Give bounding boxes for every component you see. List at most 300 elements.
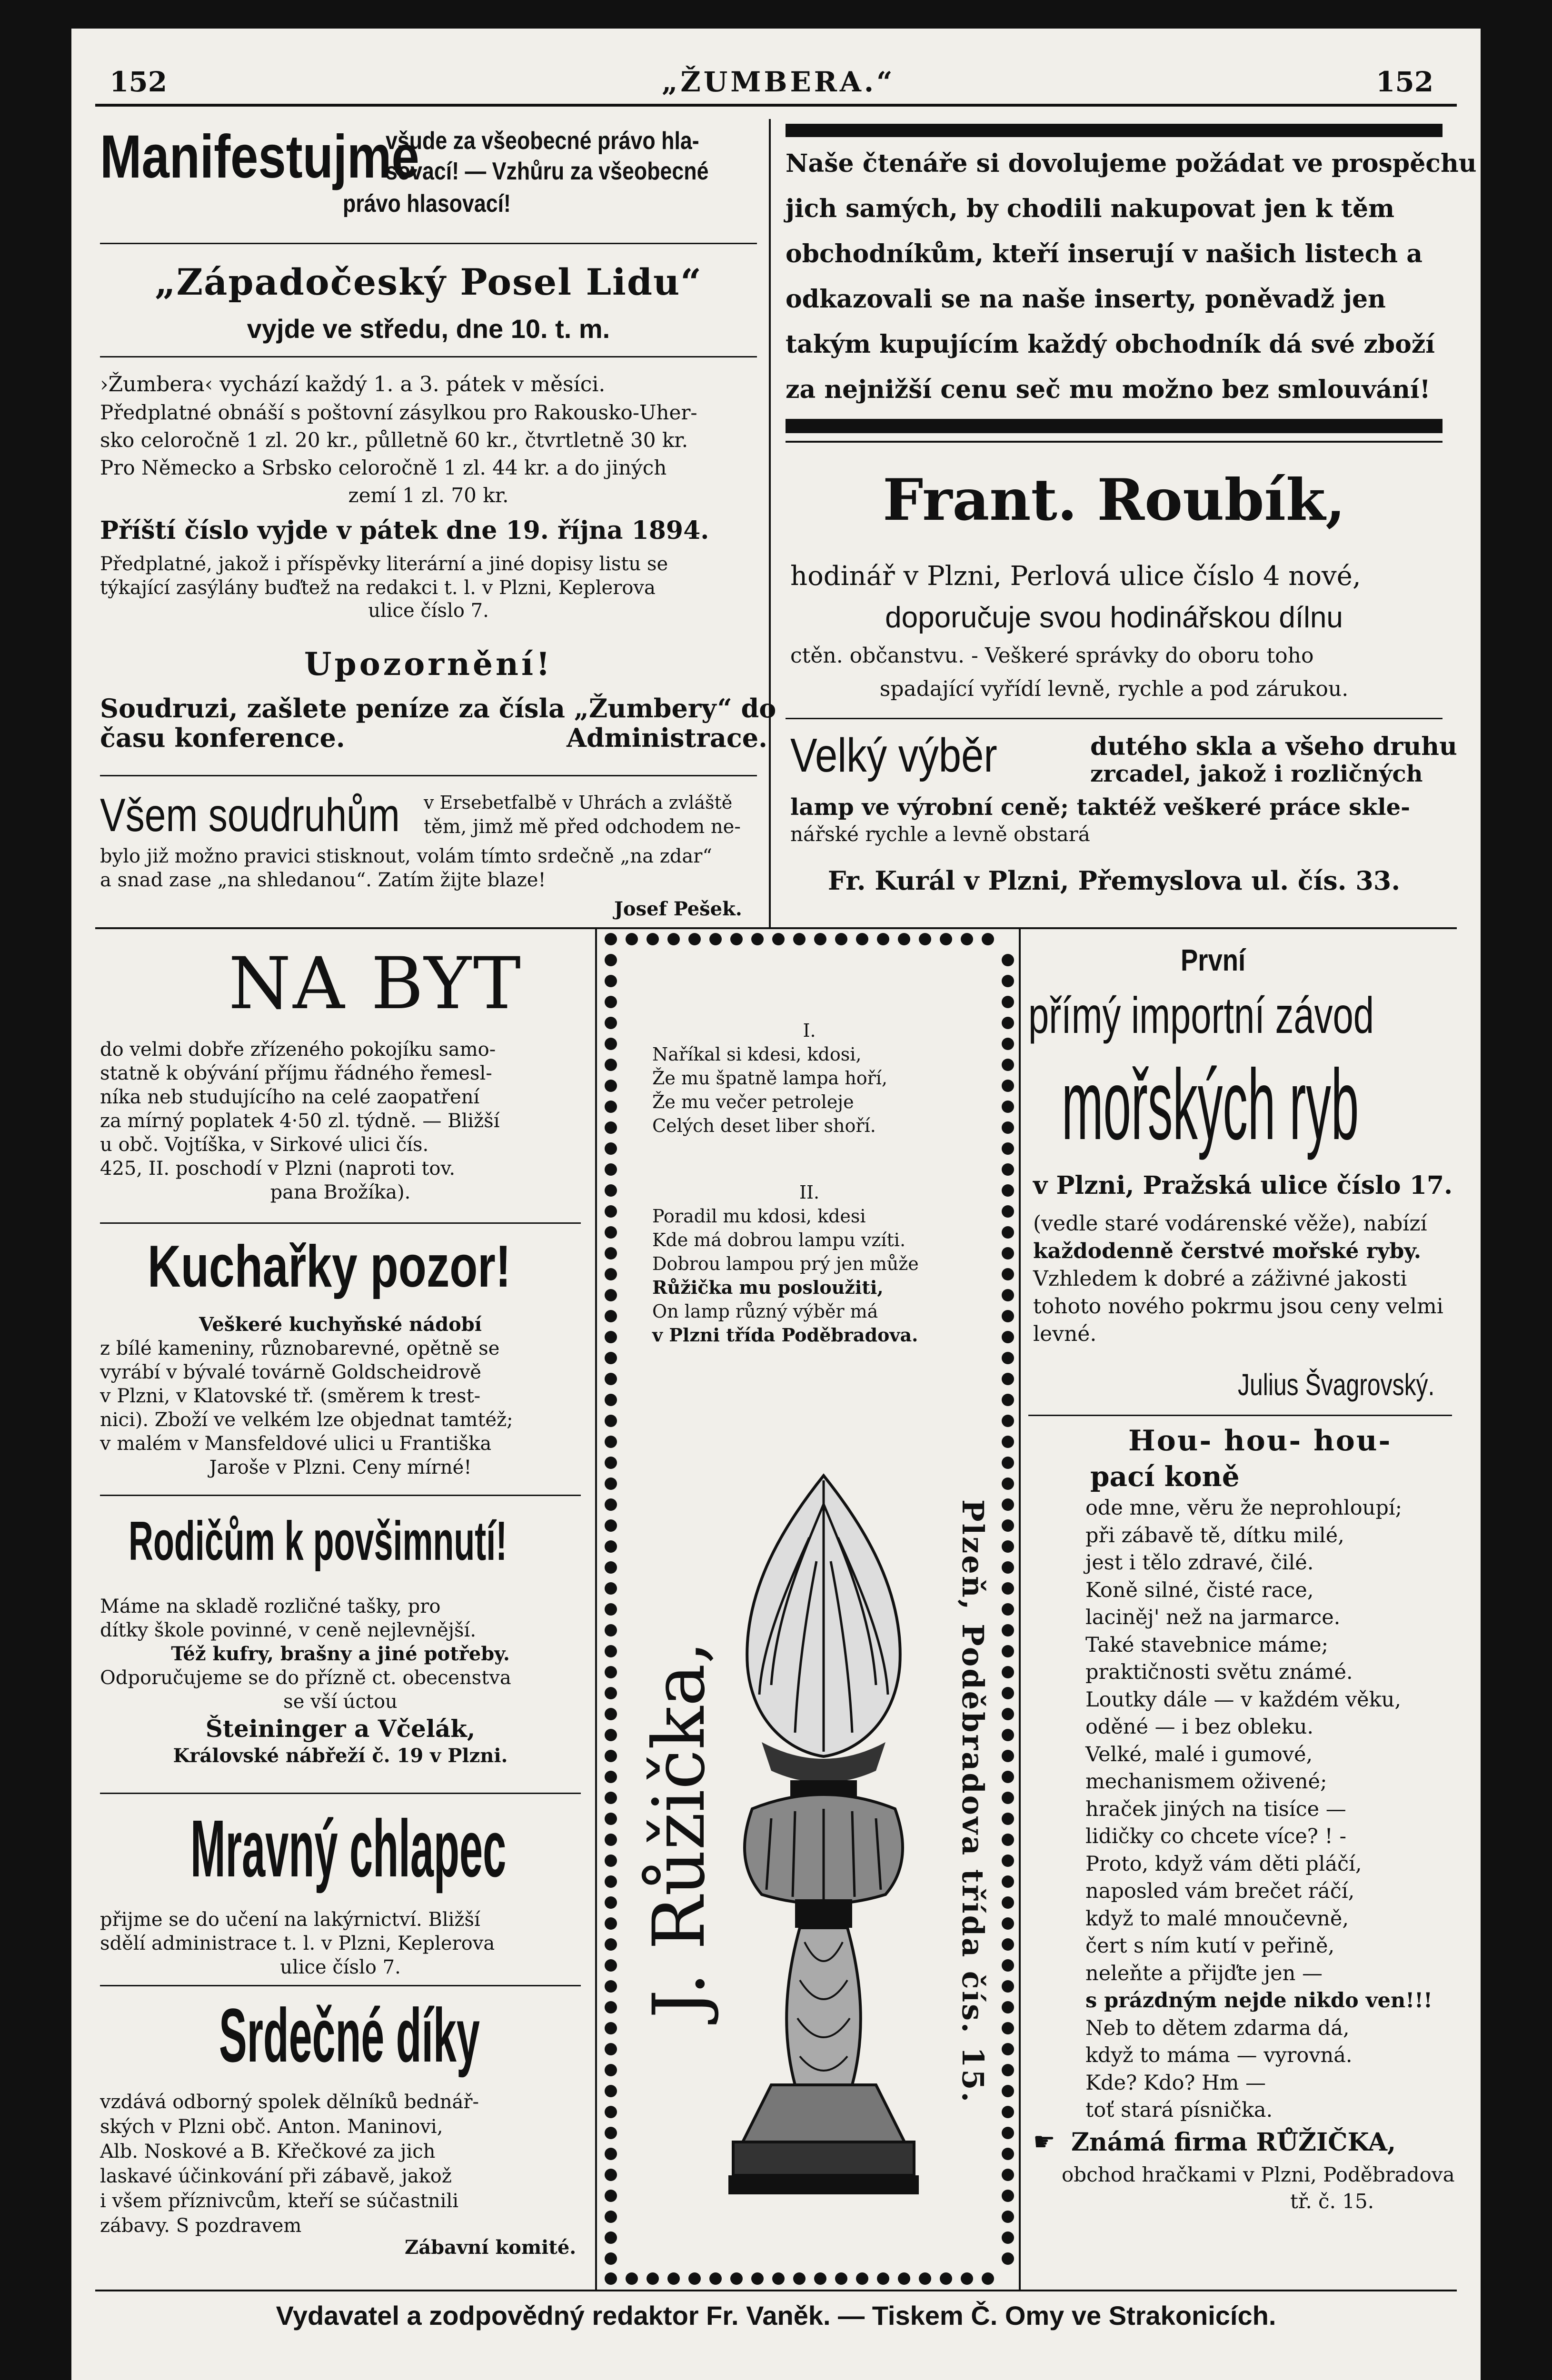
houpaci-line: laciněj' než na jarmarce. xyxy=(1085,1606,1341,1629)
border-dot xyxy=(709,2272,722,2285)
border-dot xyxy=(1002,1854,1014,1867)
rodicum-title: Rodičům k povšimnutí! xyxy=(129,1510,507,1572)
border-dot xyxy=(605,2148,617,2160)
border-dot xyxy=(626,2272,638,2285)
border-dot xyxy=(605,2064,617,2076)
border-dot xyxy=(1002,1080,1014,1092)
verse-line: Že mu špatně lampa hoří, xyxy=(652,1068,887,1089)
upozorneni-title: Upozornění! xyxy=(304,645,553,683)
border-dot xyxy=(605,1896,617,1909)
border-dot xyxy=(772,933,785,945)
houpaci-line: naposled vám brečet ráčí, xyxy=(1085,1879,1355,1903)
verse-line: Celých deset liber shoří. xyxy=(652,1115,876,1136)
border-dot xyxy=(1002,1834,1014,1846)
lamp-vertical-name: J. Růžička, xyxy=(638,1641,721,2018)
rodicum-body xyxy=(100,1595,581,1768)
border-dot xyxy=(605,2085,617,2097)
border-dot xyxy=(1002,1875,1014,1888)
ryby-body xyxy=(1033,1210,1452,1348)
border-dot xyxy=(1002,1917,1014,1930)
kucharky-line: v Plzni, v Klatovské tř. (směrem k trest- xyxy=(100,1385,481,1407)
border-dot xyxy=(1002,1666,1014,1678)
notice-line: za nejnižší cenu seč mu možno bez smlouvání! xyxy=(786,375,1431,404)
roubik-line-4: spadající vyřídí levně, rychle a pod zárukou. xyxy=(879,677,1349,701)
border-dot xyxy=(605,1498,617,1511)
houpaci-line: když to malé mnoučevně, xyxy=(1085,1906,1349,1931)
soudruhum-sign: Josef Pešek. xyxy=(614,898,742,920)
border-dot xyxy=(1002,954,1014,966)
border-dot xyxy=(1002,1561,1014,1574)
border-dot xyxy=(835,2272,847,2285)
notice-line: takým kupujícím každý obchodník dá své zboží xyxy=(786,330,1435,359)
houpaci-line: oděné — i bez obleku. xyxy=(1085,1715,1314,1739)
page-number-right: 152 xyxy=(1376,66,1434,98)
nabyt-line: statně k obývání příjmu řádného řemesl- xyxy=(100,1062,492,1084)
border-dot xyxy=(605,1666,617,1678)
border-dot xyxy=(1002,1498,1014,1511)
roubik-title: Frant. Roubík, xyxy=(883,466,1345,534)
running-title: „ŽUMBERA.“ xyxy=(662,66,895,98)
houpaci-line: s prázdným nejde nikdo ven!!! xyxy=(1085,1989,1433,2013)
border-dot xyxy=(1002,2064,1014,2076)
houpaci-firm-2: obchod hračkami v Plzni, Poděbradova xyxy=(1062,2163,1455,2186)
border-dot xyxy=(647,2272,659,2285)
houpaci-line: čert s ním kutí v peřině, xyxy=(1085,1934,1335,1958)
houpaci-line: Loutky dále — v každém věku, xyxy=(1085,1687,1402,1712)
border-dot xyxy=(1002,1184,1014,1197)
rule xyxy=(100,1793,581,1794)
border-dot xyxy=(877,2272,889,2285)
manifest-headline: Manifestujme xyxy=(100,123,419,191)
notice-line: jich samých, by chodili nakupovat jen k těm xyxy=(786,194,1395,223)
border-dot xyxy=(1002,1268,1014,1280)
ryby-line-2: v Plzni, Pražská ulice číslo 17. xyxy=(1033,1171,1453,1200)
border-dot xyxy=(1002,2043,1014,2055)
border-dot xyxy=(1002,1394,1014,1406)
roubik-line-2: doporučuje svou hodinářskou dílnu xyxy=(885,601,1343,634)
border-dot xyxy=(856,933,868,945)
border-dot xyxy=(898,2272,910,2285)
border-dot xyxy=(605,1708,617,1720)
oil-lamp-illustration xyxy=(714,1466,933,2209)
border-dot xyxy=(605,1184,617,1197)
rodicum-line: Též kufry, brašny a jiné potřeby. xyxy=(171,1643,510,1665)
border-dot xyxy=(605,1101,617,1113)
diky-line: ských v Plzni obč. Anton. Maninovi, xyxy=(100,2116,443,2138)
border-dot xyxy=(1002,1059,1014,1071)
rodicum-line: se vší úctou xyxy=(283,1691,398,1713)
border-dot xyxy=(961,2272,973,2285)
kucharky-title: Kuchařky pozor! xyxy=(148,1234,511,1299)
houpaci-line: když to máma — vyrovná. xyxy=(1085,2043,1353,2067)
border-dot xyxy=(1002,1247,1014,1259)
border-dot xyxy=(898,933,910,945)
info-line-3: sko celoročně 1 zl. 20 kr., půlletně 60 kr., čtvrtletně 30 kr. xyxy=(100,428,688,452)
border-dot xyxy=(667,933,680,945)
houpaci-line: Koně silné, čisté race, xyxy=(1085,1578,1314,1602)
border-dot xyxy=(647,933,659,945)
kucharky-line: Jaroše v Plzni. Ceny mírné! xyxy=(209,1457,472,1478)
border-dot xyxy=(919,2272,931,2285)
border-dot xyxy=(605,1938,617,1951)
border-dot xyxy=(605,1519,617,1532)
notice-block xyxy=(786,141,1477,412)
rodicum-line: Máme na skladě rozličné tašky, pro xyxy=(100,1596,441,1617)
border-dot xyxy=(1002,1771,1014,1783)
border-dot xyxy=(730,2272,743,2285)
page-number-left: 152 xyxy=(109,66,168,98)
border-dot xyxy=(605,1080,617,1092)
lamp-vertical-address: Plzeň, Poděbradova třída čís. 15. xyxy=(955,1499,990,2104)
border-dot xyxy=(961,933,973,945)
nabyt-line: 425, II. poschodí v Plzni (naproti tov. xyxy=(100,1158,456,1180)
rule xyxy=(100,1495,581,1496)
soudruhum-headline: Všem soudruhům xyxy=(100,789,400,841)
notice-line: obchodníkům, kteří inserují v našich listech a xyxy=(786,239,1423,268)
chlapec-line: přijme se do učení na lakýrnictví. Bližší xyxy=(100,1909,480,1931)
houpaci-line: Proto, když vám děti pláčí, xyxy=(1085,1852,1362,1876)
border-dot xyxy=(605,1687,617,1699)
ryby-line-1: přímý importní závod xyxy=(1028,986,1374,1044)
border-dot xyxy=(1002,2001,1014,2013)
border-dot xyxy=(605,1813,617,1825)
manifest-line-1: všude za všeobecné právo hla- xyxy=(386,127,699,155)
nabyt-line: níka neb studujícího na celé zaopatření xyxy=(100,1086,480,1108)
next-issue: Příští číslo vyjde v pátek dne 19. října 1894. xyxy=(100,516,709,545)
houpaci-verse xyxy=(1085,1495,1457,2124)
houpaci-line: praktičnosti světu známé. xyxy=(1085,1660,1353,1684)
diky-title: Srdečné díky xyxy=(219,1993,480,2078)
border-dot xyxy=(605,1352,617,1364)
border-dot xyxy=(1002,1205,1014,1218)
soudruhum-line-2: těm, jimž mě před odchodem ne- xyxy=(424,816,741,838)
rodicum-firm: Šteininger a Včelák, xyxy=(205,1715,476,1743)
border-dot xyxy=(605,1226,617,1239)
border-dot xyxy=(605,1645,617,1657)
lamp-ad xyxy=(605,933,1014,2285)
header-rule xyxy=(95,104,1457,107)
verse-line: Poradil mu kdosi, kdesi xyxy=(652,1206,866,1227)
diky-sign: Zábavní komité. xyxy=(405,2236,577,2259)
border-dot xyxy=(1002,996,1014,1008)
nabyt-body xyxy=(100,1038,581,1204)
rule xyxy=(100,356,757,357)
verse-line: Kde má dobrou lampu vzíti. xyxy=(652,1230,906,1250)
border-dot xyxy=(772,2272,785,2285)
section-rule xyxy=(95,927,1457,929)
border-dot xyxy=(1002,1687,1014,1699)
border-dot xyxy=(1002,2022,1014,2034)
rule xyxy=(100,1985,581,1986)
rodicum-line: dítky škole povinné, v ceně nejlevnější. xyxy=(100,1619,477,1641)
rule xyxy=(786,718,1443,719)
border-dot xyxy=(605,2231,617,2244)
border-dot xyxy=(1002,2231,1014,2244)
border-dot xyxy=(1002,2127,1014,2139)
footer-imprint: Vydavatel a zodpovědný redaktor Fr. Vaněk. — Tiskem Č. Omy ve Strakonicích. xyxy=(276,2301,1276,2330)
newspaper-page xyxy=(71,29,1481,2380)
border-dot xyxy=(1002,2252,1014,2265)
border-dot xyxy=(605,2043,617,2055)
border-dot xyxy=(1002,975,1014,987)
border-dot xyxy=(1002,1792,1014,1804)
posel-subtitle: vyjde ve středu, dne 10. t. m. xyxy=(247,314,610,344)
nabyt-line: do velmi dobře zřízeného pokojíku samo- xyxy=(100,1039,496,1061)
column-divider xyxy=(1019,928,1021,2290)
border-dot xyxy=(605,2252,617,2265)
houpaci-firm-1: Známá firma RŮŽIČKA, xyxy=(1071,2128,1396,2157)
ryby-body-line: levné. xyxy=(1033,1322,1097,1346)
border-dot xyxy=(1002,1582,1014,1595)
ryby-body-line: každodenně čerstvé mořské ryby. xyxy=(1033,1239,1422,1263)
border-dot xyxy=(605,954,617,966)
houpaci-line: toť stará písnička. xyxy=(1085,2098,1273,2122)
nabyt-line: u obč. Vojtíška, v Sirkové ulici čís. xyxy=(100,1134,429,1156)
info-line-4: Pro Německo a Srbsko celoročně 1 zl. 44 kr. a do jiných xyxy=(100,456,667,479)
border-dot xyxy=(1002,1436,1014,1448)
kural-right-2: zrcadel, jakož i rozličných xyxy=(1090,761,1423,787)
border-dot xyxy=(1002,1645,1014,1657)
border-dot xyxy=(1002,1226,1014,1239)
border-dot xyxy=(605,1415,617,1427)
roubik-line-3: ctěn. občanstvu. - Veškeré správky do oboru toho xyxy=(790,644,1314,668)
border-dot xyxy=(605,1980,617,1993)
houpaci-line: Neb to dětem zdarma dá, xyxy=(1085,2016,1350,2040)
ryby-prvni: První xyxy=(1181,943,1246,977)
chlapec-body xyxy=(100,1908,581,1979)
manifest-line-2: sovací! — Vzhůru za všeobecné xyxy=(386,158,709,185)
kural-sign: Fr. Kurál v Plzni, Přemyslova ul. čís. 33. xyxy=(827,865,1401,896)
rule xyxy=(786,441,1443,443)
border-dot xyxy=(605,1331,617,1343)
border-dot xyxy=(730,933,743,945)
border-dot xyxy=(1002,1352,1014,1364)
border-dot xyxy=(1002,1373,1014,1385)
kural-line-3: lamp ve výrobní ceně; taktéž veškeré práce skle- xyxy=(790,794,1411,821)
border-dot xyxy=(605,1875,617,1888)
rule xyxy=(100,1222,581,1224)
verse-number: II. xyxy=(799,1182,820,1203)
border-dot xyxy=(605,933,617,945)
houpaci-line: Také stavebnice máme; xyxy=(1085,1633,1329,1657)
border-dot xyxy=(1002,1289,1014,1301)
chlapec-line: sdělí administrace t. l. v Plzni, Keplerova xyxy=(100,1933,495,1954)
border-dot xyxy=(605,2001,617,2013)
border-dot xyxy=(605,1059,617,1071)
border-dot xyxy=(1002,1142,1014,1155)
rule xyxy=(100,243,757,244)
roubik-line-1: hodinář v Plzni, Perlová ulice číslo 4 nové, xyxy=(790,561,1361,592)
border-dot xyxy=(605,1561,617,1574)
border-dot xyxy=(605,2190,617,2202)
border-dot xyxy=(605,1310,617,1322)
houpaci-line: mechanismem oživené; xyxy=(1085,1770,1327,1794)
border-dot xyxy=(605,1436,617,1448)
border-dot xyxy=(605,2022,617,2034)
border-dot xyxy=(1002,2169,1014,2181)
border-dot xyxy=(605,2211,617,2223)
border-dot xyxy=(605,1205,617,1218)
verse-line: On lamp různý výběr má xyxy=(652,1301,878,1322)
border-dot xyxy=(1002,1624,1014,1636)
lamp-verse-2 xyxy=(652,1180,966,1347)
houpaci-line: ode mne, věru že neprohloupí; xyxy=(1085,1496,1403,1520)
verse-line: Že mu večer petroleje xyxy=(652,1091,854,1112)
border-dot xyxy=(1002,1729,1014,1741)
border-dot xyxy=(605,1959,617,1972)
border-dot xyxy=(1002,2190,1014,2202)
diky-line: Alb. Noskové a B. Křečkové za jich xyxy=(100,2141,436,2162)
border-dot xyxy=(1002,1457,1014,1469)
manifest-line-3: právo hlasovací! xyxy=(343,190,511,218)
border-dot xyxy=(605,1247,617,1259)
kucharky-line: nici). Zboží ve velkém lze objednat tamtéž; xyxy=(100,1409,513,1431)
info-para-2: týkající zasýlány buďtež na redakci t. l. v Plzni, Keplerova xyxy=(100,577,656,599)
border-dot xyxy=(940,933,952,945)
border-dot xyxy=(1002,1101,1014,1113)
border-dot xyxy=(605,2127,617,2139)
border-dot xyxy=(1002,1121,1014,1134)
info-line-2: Předplatné obnáší s poštovní zásylkou pro Rakousko-Uher- xyxy=(100,401,697,424)
border-dot xyxy=(605,1478,617,1490)
border-dot xyxy=(605,1373,617,1385)
diky-line: zábavy. S pozdravem xyxy=(100,2215,302,2237)
border-dot xyxy=(1002,2148,1014,2160)
posel-title: „Západočeský Posel Lidu“ xyxy=(154,261,703,303)
border-dot xyxy=(605,1017,617,1029)
border-dot xyxy=(605,1268,617,1280)
info-para-3: ulice číslo 7. xyxy=(368,600,489,622)
border-dot xyxy=(605,1163,617,1176)
border-dot xyxy=(1002,1310,1014,1322)
column-divider-top xyxy=(769,119,771,928)
border-dot xyxy=(605,2106,617,2118)
ryby-body-line: tohoto nového pokrmu jsou ceny velmi xyxy=(1033,1294,1443,1319)
border-dot xyxy=(940,2272,952,2285)
kucharky-line: z bílé kameniny, různobarevné, opětně se xyxy=(100,1338,500,1359)
kucharky-line: v malém v Mansfeldové ulici u Františka xyxy=(100,1433,492,1455)
notice-line: Naše čtenáře si dovolujeme požádat ve prospěchu xyxy=(786,149,1477,178)
nabyt-title: NA BYT xyxy=(229,942,523,1025)
houpaci-firm-3: tř. č. 15. xyxy=(1290,2190,1374,2213)
border-dot xyxy=(1002,1415,1014,1427)
info-line-1: ›Žumbera‹ vychází každý 1. a 3. pátek v měsíci. xyxy=(100,372,606,397)
border-dot xyxy=(751,2272,764,2285)
border-dot xyxy=(605,1142,617,1155)
verse-number: I. xyxy=(803,1020,816,1041)
rodicum-line: Odporučujeme se do přízně ct. obecenstva xyxy=(100,1667,511,1689)
kural-headline: Velký výběr xyxy=(790,729,997,782)
ryby-headline: mořských ryb xyxy=(1062,1049,1359,1160)
border-dot xyxy=(605,1289,617,1301)
notice-bar-bottom xyxy=(786,419,1443,433)
soudruhum-line-1: v Ersebetfalbě v Uhrách a zvláště xyxy=(424,792,733,813)
border-dot xyxy=(1002,1603,1014,1616)
verse-line: v Plzni třída Poděbradova. xyxy=(652,1324,918,1346)
border-dot xyxy=(1002,1708,1014,1720)
kucharky-line: vyrábí v bývalé továrně Goldscheidrově xyxy=(100,1361,481,1383)
upozorneni-line-2: času konference. xyxy=(100,723,345,753)
chlapec-title: Mravný chlapec xyxy=(190,1804,507,1894)
kural-line-4: nářské rychle a levně obstará xyxy=(790,823,1090,846)
border-dot xyxy=(688,2272,701,2285)
border-dot xyxy=(1002,1163,1014,1176)
border-dot xyxy=(605,2169,617,2181)
info-para-1: Předplatné, jakož i příspěvky literární a jiné dopisy listu se xyxy=(100,553,668,575)
border-dot xyxy=(605,1792,617,1804)
border-dot xyxy=(605,1394,617,1406)
houpaci-line: při zábavě tě, dítku milé, xyxy=(1085,1523,1344,1547)
verse-line: Růžička mu posloužiti, xyxy=(652,1277,884,1298)
notice-line: odkazovali se na naše inserty, poněvadž jen xyxy=(786,285,1386,314)
border-dot xyxy=(814,2272,826,2285)
border-dot xyxy=(1002,1813,1014,1825)
rodicum-address: Královské nábřeží č. 19 v Plzni. xyxy=(173,1745,508,1767)
chlapec-line: ulice číslo 7. xyxy=(280,1956,401,1978)
border-dot xyxy=(856,2272,868,2285)
houpaci-line: jest i tělo zdravé, čilé. xyxy=(1085,1551,1314,1575)
footer-rule xyxy=(95,2290,1457,2291)
border-dot xyxy=(605,1038,617,1050)
border-dot xyxy=(982,2272,994,2285)
border-dot xyxy=(1002,1519,1014,1532)
rule xyxy=(100,775,757,776)
border-dot xyxy=(605,1540,617,1553)
border-dot xyxy=(605,1121,617,1134)
diky-line: vzdává odborný spolek dělníků bednář- xyxy=(100,2091,479,2113)
border-dot xyxy=(1002,2085,1014,2097)
upozorneni-sign: Administrace. xyxy=(567,723,767,753)
column-divider xyxy=(595,928,597,2290)
info-line-5: zemí 1 zl. 70 kr. xyxy=(348,484,509,507)
border-dot xyxy=(605,2272,617,2285)
kural-right-1: dutého skla a všeho druhu xyxy=(1090,732,1457,761)
upozorneni-line-1: Soudruzi, zašlete peníze za čísla „Žumbery“ do xyxy=(100,693,776,724)
border-dot xyxy=(1002,1038,1014,1050)
diky-body xyxy=(100,2090,581,2238)
soudruhum-line-3: bylo již možno pravici stisknout, volám tímto srdečně „na zdar“ xyxy=(100,845,712,867)
border-dot xyxy=(814,933,826,945)
ryby-body-line: (vedle staré vodárenské věže), nabízí xyxy=(1033,1211,1427,1236)
border-dot xyxy=(605,1729,617,1741)
houpaci-title-1: Hou- hou- hou- xyxy=(1128,1424,1392,1458)
border-dot xyxy=(605,996,617,1008)
border-dot xyxy=(982,933,994,945)
border-dot xyxy=(835,933,847,945)
houpaci-title-2: pací koně xyxy=(1090,1460,1240,1493)
diky-line: laskavé účinkování při zábavě, jakož xyxy=(100,2165,452,2187)
border-dot xyxy=(1002,1331,1014,1343)
border-dot xyxy=(1002,1478,1014,1490)
houpaci-line: neleňte a přijďte jen — xyxy=(1085,1961,1323,1985)
pointing-hand-icon: ☛ xyxy=(1033,2128,1055,2156)
border-dot xyxy=(605,1854,617,1867)
ryby-sign: Julius Švagrovský. xyxy=(1238,1368,1435,1402)
verse-line: Naříkal si kdesi, kdosi, xyxy=(652,1044,862,1065)
kucharky-line: Veškeré kuchyňské nádobí xyxy=(199,1313,482,1336)
lamp-verse-1 xyxy=(652,1019,966,1138)
nabyt-line: pana Brožíka). xyxy=(270,1181,411,1203)
border-dot xyxy=(605,1603,617,1616)
rule xyxy=(1028,1415,1452,1416)
houpaci-line: lidičky co chcete více? ! - xyxy=(1085,1825,1346,1848)
border-dot xyxy=(626,933,638,945)
border-dot xyxy=(709,933,722,945)
verse-line: Dobrou lampou prý jen může xyxy=(652,1253,919,1274)
houpaci-line: hraček jiných na tisíce — xyxy=(1085,1797,1346,1821)
border-dot xyxy=(688,933,701,945)
houpaci-line: Velké, malé i gumové, xyxy=(1085,1742,1313,1766)
